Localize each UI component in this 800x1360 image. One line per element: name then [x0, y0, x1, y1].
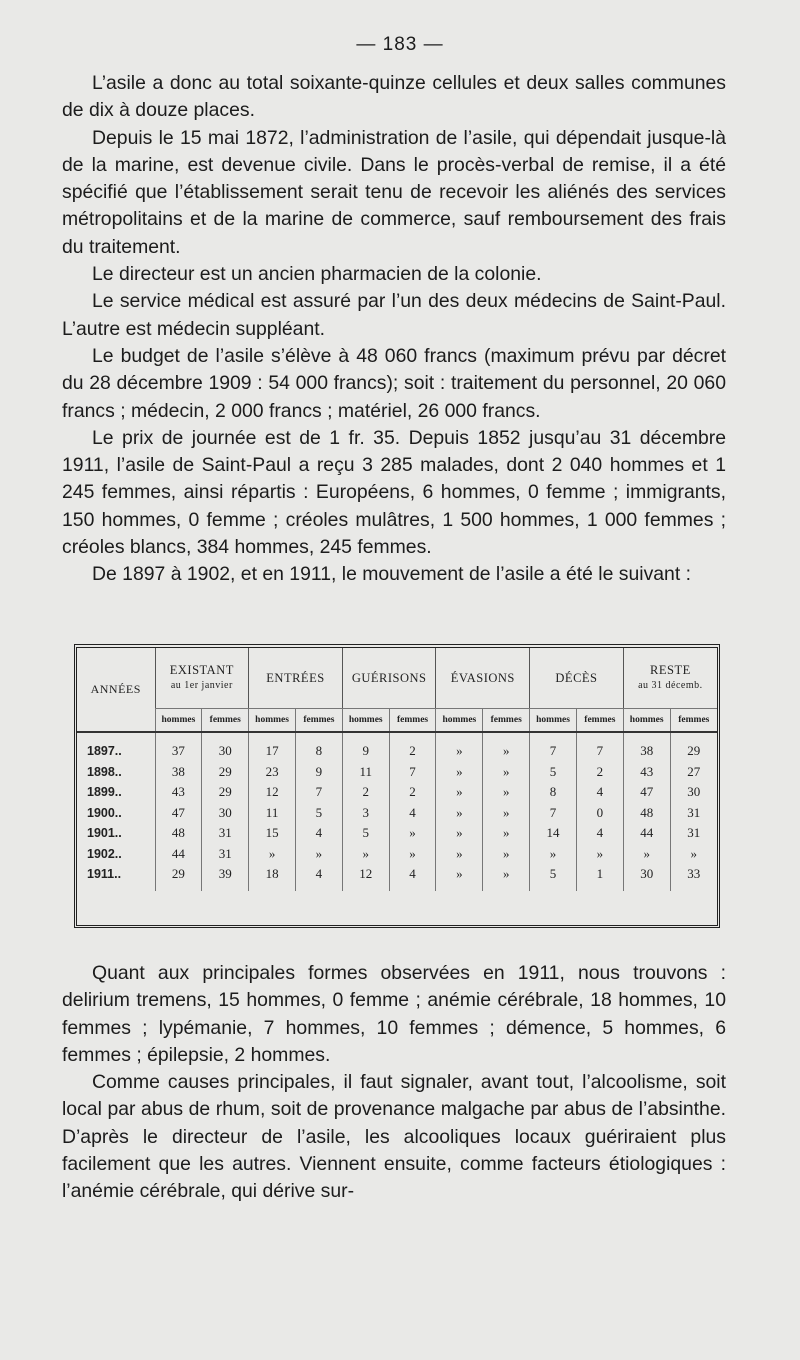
table-cell: »	[436, 732, 483, 762]
paragraph: L’asile a donc au total soixante-quinze cellules et deux salles communes de dix à douze places.	[62, 72, 726, 122]
table-cell: 43	[155, 782, 202, 803]
paragraph: Comme causes principales, il faut signaler, avant tout, l’alcoolisme, soit local par abus de rhum, soit de provenance malgache par abus de l’absinthe. D’après le directeur de l’asile, les alcooliques locaux guériraient plus facilement que les autres. Viennent ensuite, comme facteurs étiologiques : l’anémie cérébrale, qui dérive sur-	[62, 1071, 726, 1203]
table-cell: 31	[670, 803, 717, 824]
table-cell: 31	[202, 844, 249, 865]
table-row	[77, 823, 717, 844]
table-cell: 2	[389, 732, 436, 762]
table-cell: 38	[623, 732, 670, 762]
paragraph: Quant aux principales formes observées en 1911, nous trouvons : delirium tremens, 15 hommes, 0 femme ; anémie cérébrale, 18 hommes, 10 femmes ; lypémanie, 7 hommes, 10 femmes ; démence, 5 hommes, 6 femmes ; épilepsie, 2 hommes.	[62, 962, 726, 1066]
year-cell: 1901..	[87, 826, 122, 841]
table-cell: 4	[295, 823, 342, 844]
paragraph: De 1897 à 1902, et en 1911, le mouvement de l’asile a été le suivant :	[92, 563, 691, 586]
paragraph: Le service médical est assuré par l’un des deux médecins de Saint-Paul. L’autre est médecin suppléant.	[62, 290, 726, 340]
sub-men: hommes	[530, 709, 577, 733]
table-cell: 4	[389, 864, 436, 891]
table-cell: »	[436, 844, 483, 865]
table-cell: »	[483, 782, 530, 803]
table-cell: 14	[530, 823, 577, 844]
table-cell: 47	[623, 782, 670, 803]
table-row	[77, 803, 717, 824]
table-cell: »	[249, 844, 296, 865]
table-cell: »	[530, 844, 577, 865]
table-cell: 31	[670, 823, 717, 844]
group-label: ÉVASIONS	[450, 670, 515, 685]
table-cell: 31	[202, 823, 249, 844]
table-cell: 44	[155, 844, 202, 865]
table-cell: 1	[576, 864, 623, 891]
table-cell: 4	[295, 864, 342, 891]
table-row	[77, 732, 717, 762]
group-label: ENTRÉES	[266, 670, 325, 685]
header-deaths	[530, 648, 624, 709]
table-cell: 48	[155, 823, 202, 844]
table-cell: 30	[623, 864, 670, 891]
table-cell: 9	[295, 762, 342, 783]
body-text-bottom	[62, 960, 726, 1206]
table-cell: 30	[202, 732, 249, 762]
table-cell: »	[670, 844, 717, 865]
table-cell: »	[483, 803, 530, 824]
table-cell: 30	[202, 803, 249, 824]
table-row	[77, 864, 717, 891]
sub-women: femmes	[202, 709, 249, 733]
year-cell: 1898..	[87, 764, 122, 779]
table-cell: 12	[342, 864, 389, 891]
table-cell: 11	[249, 803, 296, 824]
sub-men: hommes	[249, 709, 296, 733]
table-cell: 29	[670, 732, 717, 762]
table-cell: 29	[155, 864, 202, 891]
table-cell: 7	[295, 782, 342, 803]
page-number: — 183 —	[356, 34, 444, 55]
table-cell: 4	[389, 803, 436, 824]
table-cell: »	[436, 823, 483, 844]
sub-men: hommes	[155, 709, 202, 733]
asylum-movement-table	[74, 644, 720, 928]
table-cell: 2	[389, 782, 436, 803]
table-row	[77, 844, 717, 865]
paragraph: Le prix de journée est de 1 fr. 35. Depuis 1852 jusqu’au 31 décembre 1911, l’asile de Saint-Paul a reçu 3 285 malades, dont 2 040 hommes et 1 245 femmes, ainsi répartis : Européens, 6 hommes, 0 femme ; immigrants, 150 hommes, 0 femme ; créoles mulâtres, 1 500 hommes, 1 000 femmes ; créoles blancs, 384 hommes, 245 femmes.	[62, 426, 726, 559]
paragraph: Le budget de l’asile s’élève à 48 060 francs (maximum prévu par décret du 28 décembre 1909 : 54 000 francs); soit : traitement du personnel, 20 060 francs ; médecin, 2 000 francs ; matériel, 26 000 francs.	[62, 344, 726, 422]
header-escapes	[436, 648, 530, 709]
table-cell: 29	[202, 762, 249, 783]
year-cell: 1902..	[87, 846, 122, 861]
group-label: GUÉRISONS	[351, 670, 427, 685]
table-cell: 17	[249, 732, 296, 762]
table-cell: 7	[576, 732, 623, 762]
table-cell: 23	[249, 762, 296, 783]
table-row	[77, 762, 717, 783]
table-cell: »	[295, 844, 342, 865]
table-cell: 3	[342, 803, 389, 824]
sub-women: femmes	[670, 709, 717, 733]
table-cell: »	[436, 803, 483, 824]
table-cell: »	[483, 844, 530, 865]
table-cell: 47	[155, 803, 202, 824]
table-cell: »	[436, 864, 483, 891]
table-cell: 5	[295, 803, 342, 824]
sub-women: femmes	[483, 709, 530, 733]
table-cell: 27	[670, 762, 717, 783]
year-cell: 1911..	[87, 867, 122, 882]
paragraph: Le directeur est un ancien pharmacien de la colonie.	[92, 263, 542, 286]
table-cell: 5	[530, 864, 577, 891]
sub-women: femmes	[295, 709, 342, 733]
table-cell: 18	[249, 864, 296, 891]
table-cell: 5	[530, 762, 577, 783]
sub-men: hommes	[436, 709, 483, 733]
table-cell: »	[389, 844, 436, 865]
table-cell: 48	[623, 803, 670, 824]
header-existing	[155, 648, 249, 709]
table-cell: »	[483, 823, 530, 844]
table-cell: 7	[389, 762, 436, 783]
table-cell: 11	[342, 762, 389, 783]
table-cell: 37	[155, 732, 202, 762]
table-cell: 38	[155, 762, 202, 783]
years-header: ANNÉES	[77, 648, 155, 732]
table-cell: 7	[530, 803, 577, 824]
table-cell: »	[389, 823, 436, 844]
sub-men: hommes	[623, 709, 670, 733]
table-cell: »	[483, 762, 530, 783]
table-cell: 9	[342, 732, 389, 762]
table-cell: 33	[670, 864, 717, 891]
table-cell: »	[576, 844, 623, 865]
table-cell: 39	[202, 864, 249, 891]
sub-header-row	[77, 709, 717, 733]
table-cell: 30	[670, 782, 717, 803]
table-cell: 44	[623, 823, 670, 844]
group-sub: au 1er janvier	[170, 680, 233, 691]
sub-women: femmes	[389, 709, 436, 733]
table-cell: 0	[576, 803, 623, 824]
table-cell: 2	[342, 782, 389, 803]
body-text-top	[62, 70, 726, 589]
stats-table	[77, 648, 717, 891]
table-cell: »	[623, 844, 670, 865]
table-cell: »	[436, 762, 483, 783]
group-label: RESTE	[650, 663, 691, 677]
table-cell: 8	[530, 782, 577, 803]
table-cell: 7	[530, 732, 577, 762]
sub-women: femmes	[576, 709, 623, 733]
table-cell: 43	[623, 762, 670, 783]
header-entries	[249, 648, 343, 709]
table-cell: 2	[576, 762, 623, 783]
year-cell: 1897..	[87, 744, 122, 759]
header-recoveries	[342, 648, 436, 709]
table-cell: 15	[249, 823, 296, 844]
table-cell: 5	[342, 823, 389, 844]
table-cell: 29	[202, 782, 249, 803]
table-row	[77, 782, 717, 803]
table-cell: »	[342, 844, 389, 865]
sub-men: hommes	[342, 709, 389, 733]
table-cell: »	[436, 782, 483, 803]
group-sub: au 31 décemb.	[638, 680, 703, 691]
group-label: EXISTANT	[169, 663, 234, 677]
table-cell: »	[483, 732, 530, 762]
table-cell: 4	[576, 782, 623, 803]
group-label: DÉCÈS	[555, 670, 598, 685]
table-cell: 8	[295, 732, 342, 762]
year-cell: 1899..	[87, 785, 122, 800]
table-cell: 4	[576, 823, 623, 844]
paragraph: Depuis le 15 mai 1872, l’administration de l’asile, qui dépendait jusque-là de la marine, est devenue civile. Dans le procès-verbal de remise, il a été spécifié que l’établissement serait tenu de recevoir les aliénés des services métropolitains et de la marine de commerce, sauf remboursement des frais du traitement.	[62, 126, 726, 258]
table-cell: 12	[249, 782, 296, 803]
table-cell: »	[483, 864, 530, 891]
year-cell: 1900..	[87, 805, 122, 820]
header-remaining	[623, 648, 717, 709]
